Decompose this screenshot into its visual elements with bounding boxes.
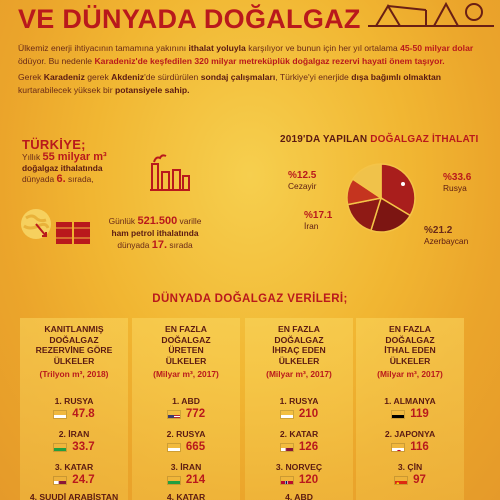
- country-entry: [132, 492, 240, 500]
- flag-ru-icon: [53, 410, 67, 419]
- world-column-2: [132, 318, 240, 500]
- gas-import-pie-chart: [343, 160, 419, 236]
- country-entry: [245, 462, 353, 486]
- intro-paragraph-2: Gerek Karadeniz gerek Akdeniz'de sürdürülen sondaj çalışmaları, Türkiye'yi enerjide dışa bağımlı olmaktan kurtarabilecek yüksek bir potansiyele sahip.: [18, 72, 441, 95]
- world-section-title: DÜNYADA DOĞALGAZ VERİLERİ;: [152, 293, 348, 305]
- flag-qa-icon: [280, 443, 294, 452]
- world-column-4: [356, 318, 464, 500]
- column-heading-line: İTHAL EDEN: [384, 345, 436, 355]
- country-name: 2. KATAR: [279, 429, 319, 439]
- page-title: VE DÜNYADA DOĞALGAZ: [18, 4, 361, 34]
- world-column-header: [20, 324, 128, 379]
- flag-de-icon: [391, 410, 405, 419]
- world-column-header: [132, 324, 240, 379]
- country-entry: [20, 429, 128, 453]
- pie-label-iran: %17.1 İran: [304, 210, 333, 231]
- intro-paragraph-1: Ülkemiz enerji ihtiyacının tamamına yakınını ithalat yoluyla karşılıyor ve bunun için her yıl ortalama 45-50 milyar dolar ödüyor. Bu nedenle Karadeniz'de keşfedilen 320 milyar metreküplük doğalgaz rezervi hayati önem taşıyor.: [18, 43, 474, 66]
- country-entry: [132, 396, 240, 420]
- country-entry: [132, 462, 240, 486]
- country-entry: [356, 462, 464, 486]
- country-name: 2. RUSYA: [166, 429, 206, 439]
- column-heading-line: EN FAZLA: [388, 324, 431, 334]
- country-name: 4. SUUDİ ARABİSTAN: [29, 492, 119, 500]
- flag-qa-icon: [53, 476, 67, 485]
- column-heading-line: DOĞALGAZ: [161, 334, 211, 345]
- column-heading-line: ÜLKELER: [165, 355, 207, 366]
- turkiye-gas-stat: Yıllık 55 milyar m³ doğalgaz ithalatında dünyada 6. sırada,: [22, 151, 107, 185]
- pie-chart-title: 2019'DA YAPILAN DOĞALGAZ İTHALATI: [280, 134, 479, 145]
- country-entry: [356, 429, 464, 453]
- column-unit: (Milyar m³, 2017): [153, 369, 219, 379]
- column-unit: (Trilyon m³, 2018): [39, 369, 109, 379]
- column-heading-line: ÜLKELER: [389, 355, 431, 366]
- country-entry: [356, 396, 464, 420]
- country-name: 2. İRAN: [58, 429, 90, 439]
- country-entry: [245, 492, 353, 500]
- country-value: 97: [413, 474, 426, 486]
- column-heading-line: ÜLKELER: [53, 355, 95, 366]
- flag-ir-icon: [53, 443, 67, 452]
- country-name: 1. ABD: [172, 396, 200, 406]
- column-unit: (Milyar m³, 2017): [377, 369, 443, 379]
- flag-jp-icon: [391, 443, 405, 452]
- factory-icon: [148, 152, 192, 192]
- column-heading-line: EN FAZLA: [277, 324, 320, 334]
- country-name: 3. KATAR: [54, 462, 94, 472]
- country-name: 3. İRAN: [170, 462, 202, 472]
- country-name: 3. ÇİN: [397, 462, 423, 472]
- column-heading-line: DOĞALGAZ: [49, 334, 99, 345]
- country-entry: [20, 462, 128, 486]
- column-heading-line: DOĞALGAZ: [274, 334, 324, 345]
- column-heading-line: KANITLANMIŞ: [44, 324, 104, 334]
- country-value: 120: [298, 474, 319, 486]
- country-value: 210: [298, 408, 319, 420]
- column-heading-line: DOĞALGAZ: [385, 334, 435, 345]
- country-value: 33.7: [72, 441, 95, 453]
- world-column-header: [356, 324, 464, 379]
- pie-label-azerbaycan: %21.2 Azerbaycan: [424, 225, 469, 246]
- column-heading-line: İHRAÇ EDEN: [272, 345, 326, 355]
- world-column-3: [245, 318, 353, 500]
- column-heading-line: ÜRETEN: [168, 345, 204, 355]
- country-value: 47.8: [72, 408, 95, 420]
- country-name: 1. RUSYA: [279, 396, 319, 406]
- country-name: 1. RUSYA: [54, 396, 94, 406]
- pie-marker-dot: [401, 182, 405, 186]
- country-entry: [20, 396, 128, 420]
- country-entry: [20, 492, 128, 500]
- world-column-header: [245, 324, 353, 379]
- turkiye-oil-stat: Günlük 521.500 varille ham petrol ithalatında dünyada 17. sırada: [108, 215, 202, 251]
- flag-no-icon: [280, 476, 294, 485]
- country-name: 4. KATAR: [166, 492, 206, 500]
- pie-label-cezayir: %12.5 Cezayir: [288, 170, 317, 191]
- country-value: 116: [410, 441, 429, 453]
- globe-icon: [18, 206, 54, 242]
- country-entry: [245, 429, 353, 453]
- country-value: 126: [298, 441, 319, 453]
- flag-us-icon: [167, 410, 181, 419]
- world-column-1: [20, 318, 128, 500]
- flag-ir-icon: [167, 476, 181, 485]
- country-value: 214: [185, 474, 206, 486]
- country-value: 24.7: [72, 474, 95, 486]
- country-value: 772: [185, 408, 206, 420]
- country-entry: [245, 396, 353, 420]
- country-value: 119: [410, 408, 429, 420]
- column-heading-line: EN FAZLA: [164, 324, 207, 334]
- flag-ru-icon: [167, 443, 181, 452]
- country-value: 665: [185, 441, 206, 453]
- pie-label-rusya: %33.6 Rusya: [443, 172, 472, 193]
- turkiye-title: TÜRKİYE;: [22, 137, 86, 152]
- country-name: 2. JAPONYA: [384, 429, 436, 439]
- oil-pump-icon: [366, 0, 496, 28]
- country-name: 4. ABD: [285, 492, 313, 500]
- country-name: 1. ALMANYA: [384, 396, 436, 406]
- column-unit: (Milyar m³, 2017): [266, 369, 332, 379]
- column-heading-line: REZERVİNE GÖRE: [35, 345, 113, 355]
- country-name: 3. NORVEÇ: [275, 462, 323, 472]
- column-heading-line: ÜLKELER: [278, 355, 320, 366]
- flag-cn-icon: [394, 476, 408, 485]
- country-entry: [132, 429, 240, 453]
- flag-ru-icon: [280, 410, 294, 419]
